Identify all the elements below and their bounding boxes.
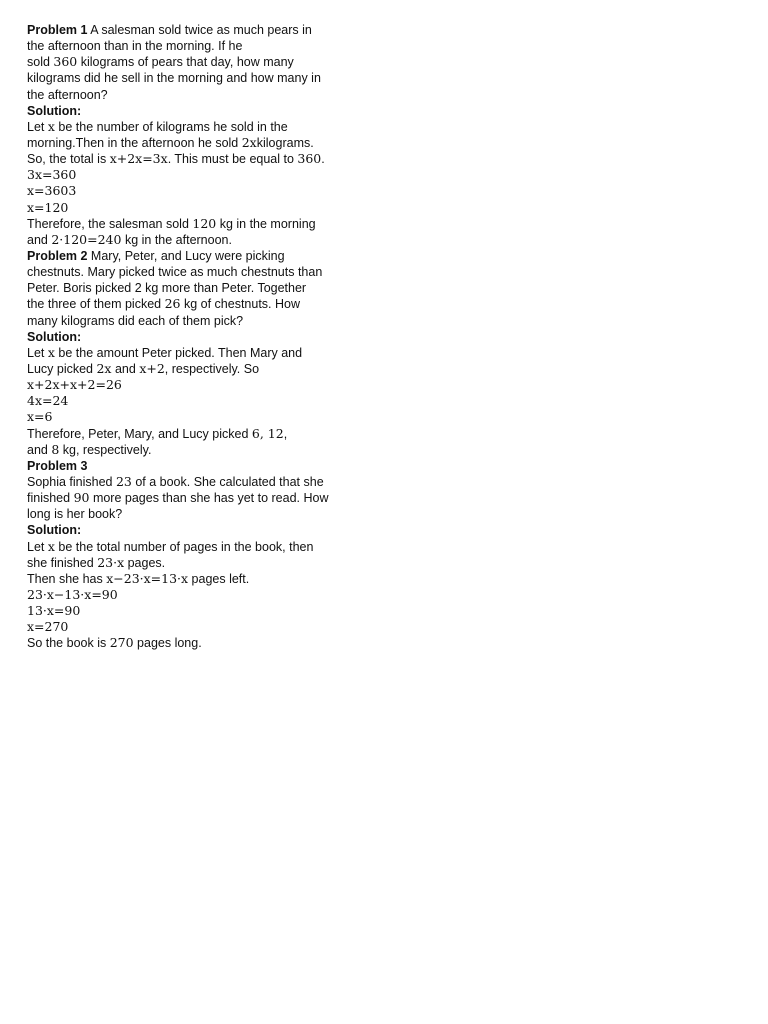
problem-1-line-5: the afternoon? [27,87,108,102]
text: Let [27,539,48,554]
problem-1-equation-1: 3x=360 [27,167,77,183]
problem-3-solution-line-2 [27,555,367,571]
document-body [27,22,367,651]
problem-3-solution-line-3 [27,571,367,587]
text: morning.Then in the afternoon he sold [27,135,242,150]
text: So the book is [27,636,110,651]
text: finished [27,491,74,506]
problem-2-solution-label: Solution: [27,329,82,344]
math-value: x+2x=3x [109,151,168,167]
text: kilograms of pears that day, how many [77,55,294,70]
text: be the amount Peter picked. Then Mary and [54,345,303,360]
text: and [27,442,52,457]
text: the three of them picked [27,297,165,312]
text: pages left. [188,571,250,586]
text: be the number of kilograms he sold in the [54,119,288,134]
problem-3-line-3: long is her book? [27,507,123,522]
text: , respectively. So [164,361,260,376]
problem-3-line-2 [27,490,367,506]
math-value: 6, 12 [251,425,284,441]
problem-1-line-2: the afternoon than in the morning. If he [27,39,243,54]
problem-2-line-5: many kilograms did each of them pick? [27,313,244,328]
text: and [27,232,52,247]
text: Therefore, the salesman sold [27,216,193,231]
problem-1-statement: A salesman sold twice as much pears in [90,23,312,37]
problem-3-heading: Problem 3 [27,458,88,473]
problem-2-line-3: Peter. Boris picked 2 kg more than Peter. Together [27,281,307,296]
text: Then she has [27,571,107,586]
math-value: x−23·x=13·x [106,570,189,586]
problem-1-solution-label: Solution: [27,103,82,118]
math-value: 360 [297,151,322,167]
problem-1-solution-line-1 [27,119,367,135]
problem-1-solution-line-4 [27,216,367,232]
problem-2-equation-2: 4x=24 [27,393,69,409]
problem-2-line-1 [27,248,367,264]
math-value: 2x [241,134,257,150]
math-value: 2x [96,360,112,376]
problem-2-line-2: chestnuts. Mary picked twice as much chestnuts than [27,265,323,280]
problem-1-equation-2: x=3603 [27,183,77,199]
math-value: x [47,118,55,134]
math-value: x+2 [139,360,165,376]
problem-1-line-4: kilograms did he sell in the morning and how many in [27,71,321,86]
text: kilograms. [256,135,314,150]
text: she finished [27,555,98,570]
text: Let [27,119,48,134]
math-value: x [47,538,55,554]
text: kg of chestnuts. How [180,297,301,312]
problem-2-solution-line-2 [27,361,367,377]
problem-2-line-4 [27,296,367,312]
problem-1-equation-3: x=120 [27,199,69,215]
text: kg in the afternoon. [121,232,232,247]
text: Let [27,345,48,360]
text: sold [27,55,54,70]
text: be the total number of pages in the book, then [54,539,314,554]
math-value: 26 [164,296,181,312]
text: Sophia finished [27,474,116,489]
math-value: 90 [73,490,90,506]
text: Therefore, Peter, Mary, and Lucy picked [27,426,252,441]
problem-2-heading: Problem 2 [27,248,88,263]
math-value: 23·x [97,554,125,570]
problem-3-solution-label: Solution: [27,523,82,538]
math-value: 270 [109,635,134,651]
problem-2-solution-line-3 [27,426,367,442]
problem-3-equation-2: 13·x=90 [27,603,81,619]
problem-1-line-3 [27,54,367,70]
problem-1-solution-line-5 [27,232,367,248]
math-value: x [47,344,55,360]
problem-1-solution-line-2 [27,135,367,151]
text: and [111,361,140,376]
math-value: 23 [115,473,132,489]
text: . [321,152,325,167]
text: kg in the morning [216,216,316,231]
problem-1-line-1 [27,22,367,38]
text: . This must be equal to [167,152,298,167]
problem-2-solution-line-1 [27,345,367,361]
problem-3-solution-line-1 [27,539,367,555]
text: Lucy picked [27,361,97,376]
problem-2-equation-1: x+2x+x+2=26 [27,377,122,393]
problem-3-line-1 [27,474,367,490]
text: pages long. [133,636,202,651]
math-value: 120 [192,215,217,231]
math-value: 2·120=240 [51,231,122,247]
problem-2-statement: Mary, Peter, and Lucy were picking [90,248,285,263]
text: of a book. She calculated that she [131,474,324,489]
text: kg, respectively. [59,442,152,457]
problem-3-equation-3: x=270 [27,619,69,635]
problem-1-solution-line-3 [27,151,367,167]
problem-2-equation-3: x=6 [27,409,53,425]
problem-3-equation-1: 23·x−13·x=90 [27,586,118,602]
text: , [283,426,288,441]
text: more pages than she has yet to read. How [89,491,329,506]
text: pages. [124,555,166,570]
text: So, the total is [27,152,110,167]
problem-2-solution-line-4 [27,442,367,458]
problem-1-heading: Problem 1 [27,23,88,37]
math-value: 360 [53,54,78,70]
problem-3-solution-line-4 [27,635,367,651]
math-value: 8 [51,441,60,457]
